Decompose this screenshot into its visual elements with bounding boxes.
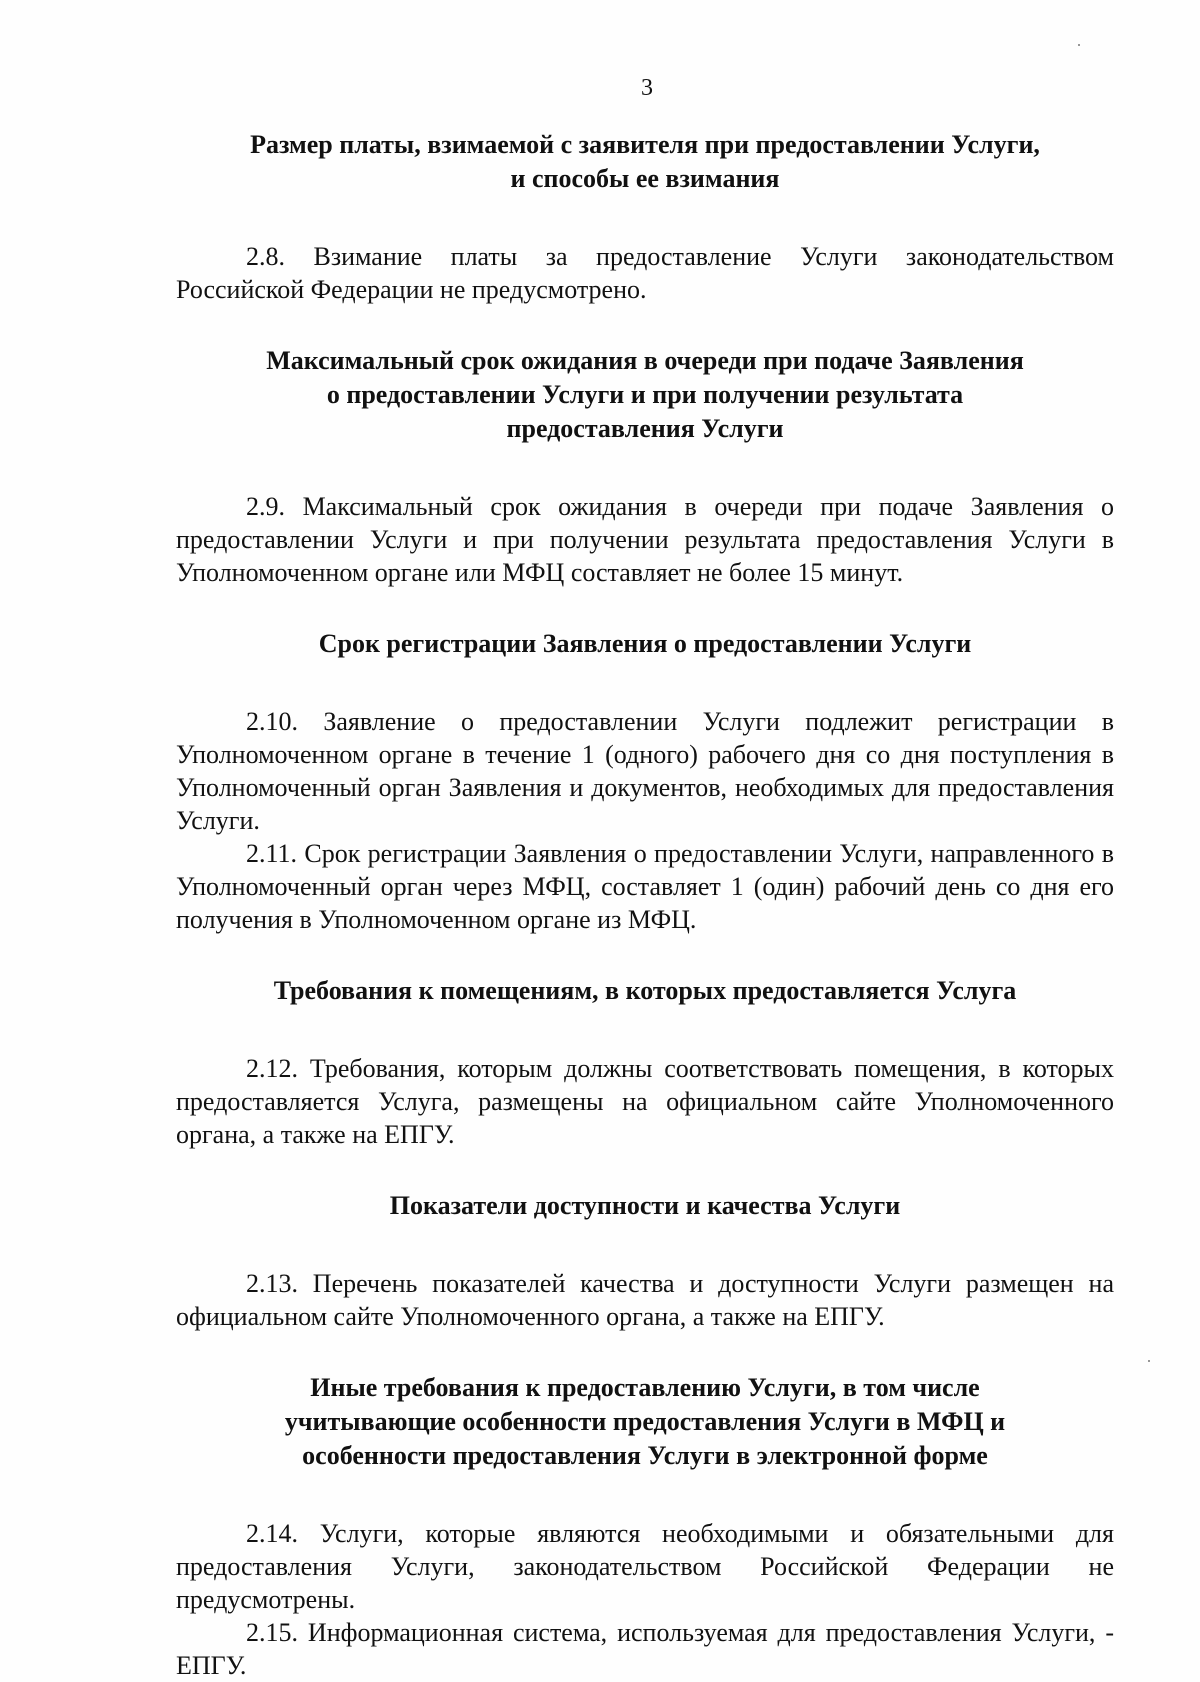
page-number: 3 [641,75,653,101]
section-heading [176,128,1114,196]
paragraph: 2.8. Взимание платы за предоставление Услуги законодательством Российской Федерации не предусмотрено. [176,242,1114,304]
section-heading [176,1371,1114,1473]
heading-line: и способы ее взимания [510,164,780,193]
heading-line: учитывающие особенности предоставления Услуги в МФЦ и [284,1407,1006,1436]
heading-line: Размер платы, взимаемой с заявителя при предоставлении Услуги, [250,130,1040,159]
paragraph: 2.12. Требования, которым должны соответствовать помещения, в которых предоставляется Услуга, размещены на официальном сайте Уполномоченного органа, а также на ЕПГУ. [176,1054,1114,1149]
paragraph: 2.15. Информационная система, используемая для предоставления Услуги, - ЕПГУ. [176,1618,1114,1680]
heading-line: предоставления Услуги [506,414,784,443]
heading-line: Срок регистрации Заявления о предоставлении Услуги [318,629,972,658]
scan-speck [1148,1360,1150,1362]
section-heading [176,627,1114,661]
scan-speck [1078,44,1080,46]
paragraph: 2.9. Максимальный срок ожидания в очереди при подаче Заявления о предоставлении Услуги и при получении результата предоставления Услуги в Уполномоченном органе или МФЦ составляет не более 15 минут. [176,492,1114,587]
heading-line: Иные требования к предоставлению Услуги, в том числе [310,1373,980,1402]
heading-line: о предоставлении Услуги и при получении результата [326,380,964,409]
heading-line: Максимальный срок ожидания в очереди при подаче Заявления [266,346,1024,375]
heading-line: особенности предоставления Услуги в электронной форме [302,1441,988,1470]
section-heading [176,974,1114,1008]
section-heading [176,344,1114,446]
section-payment [176,128,1114,306]
heading-line: Требования к помещениям, в которых предоставляется Услуга [273,976,1017,1005]
paragraph: 2.13. Перечень показателей качества и доступности Услуги размещен на официальном сайте Уполномоченного органа, а также на ЕПГУ. [176,1269,1114,1331]
paragraph: 2.11. Срок регистрации Заявления о предоставлении Услуги, направленного в Уполномоченный орган через МФЦ, составляет 1 (один) рабочий день со дня его получения в Уполномоченном органе из МФЦ. [176,839,1114,934]
section-premises-requirements [176,974,1114,1151]
section-other-requirements [176,1371,1114,1682]
section-registration-term [176,627,1114,936]
document-body [176,128,1114,1682]
section-heading [176,1189,1114,1223]
heading-line: Показатели доступности и качества Услуги [389,1191,901,1220]
section-quality-indicators [176,1189,1114,1333]
paragraph: 2.14. Услуги, которые являются необходимыми и обязательными для предоставления Услуги, законодательством Российской Федерации не предусмотрены. [176,1519,1114,1614]
paragraph: 2.10. Заявление о предоставлении Услуги подлежит регистрации в Уполномоченном органе в течение 1 (одного) рабочего дня со дня поступления в Уполномоченный орган Заявления и документов, необходимых для предоставления Услуги. [176,707,1114,835]
section-queue-time [176,344,1114,589]
